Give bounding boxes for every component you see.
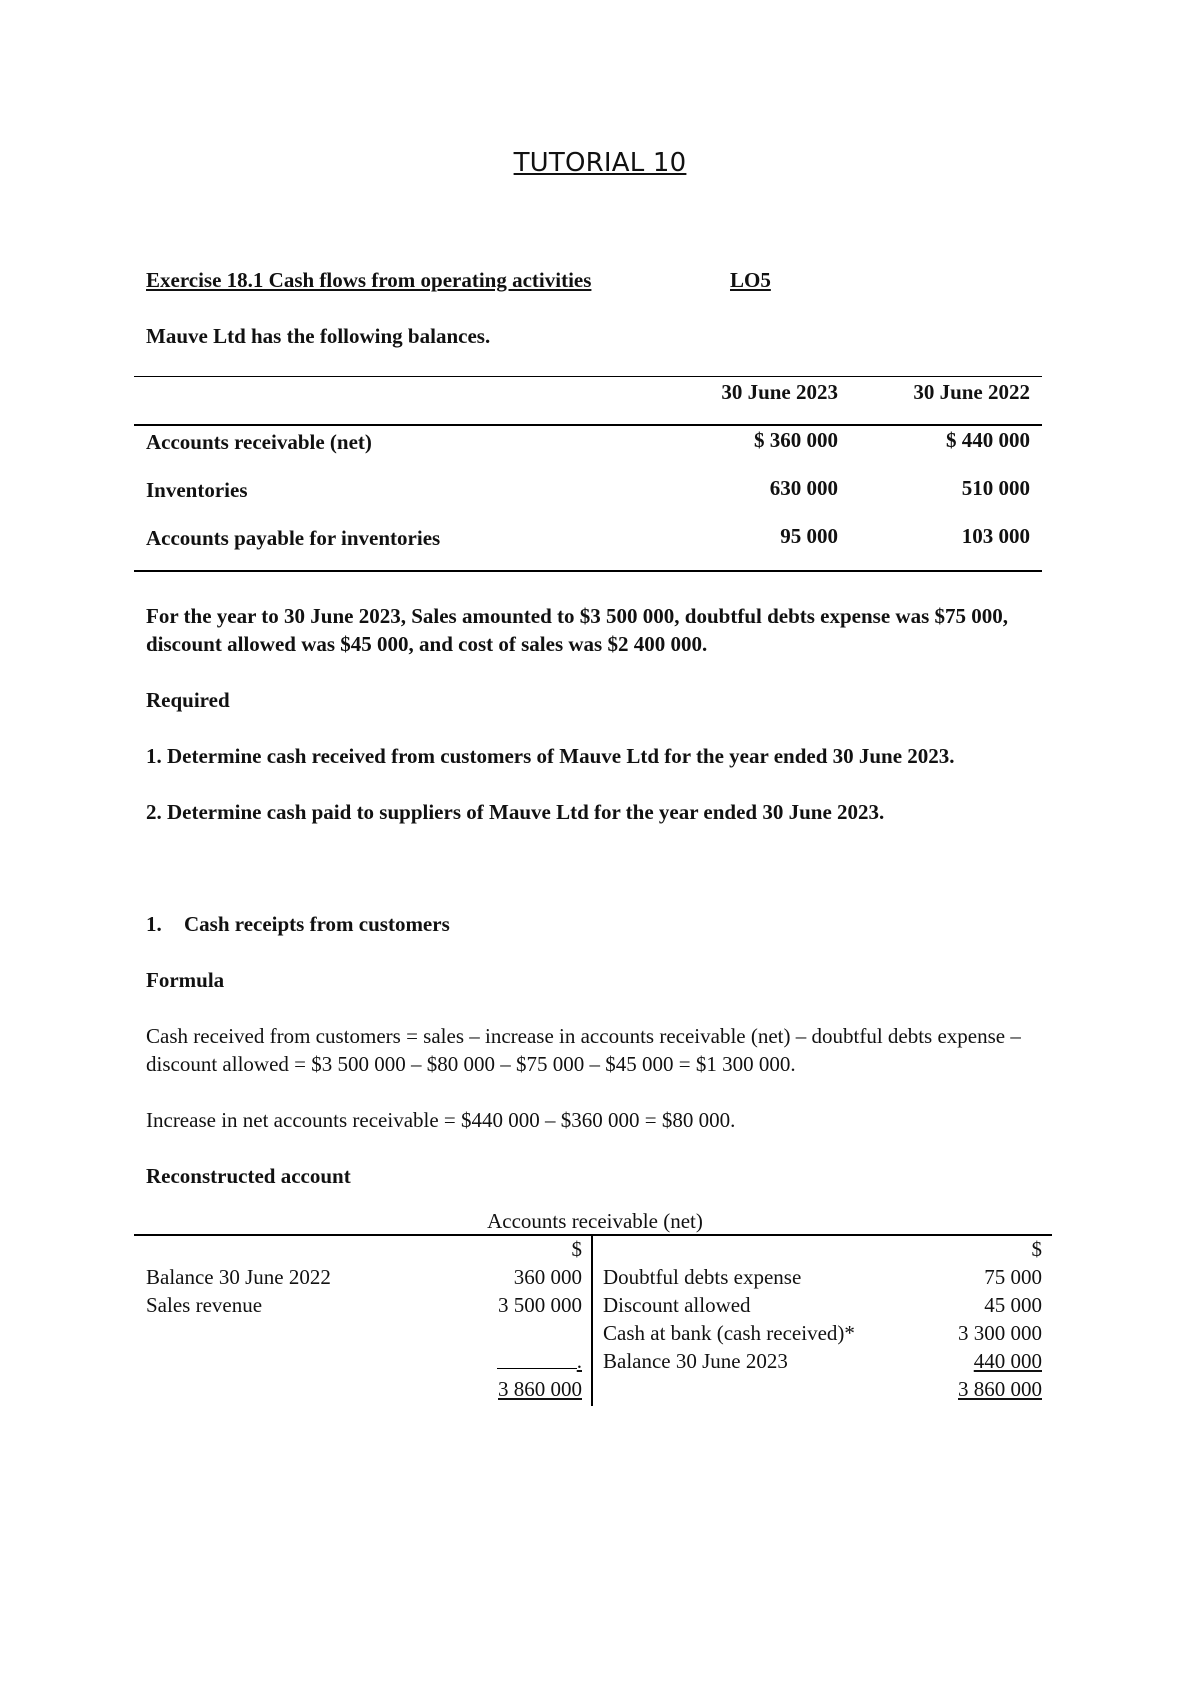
t-left-filler-dot: . <box>576 1349 582 1373</box>
t-right-amount: 45 000 <box>984 1293 1042 1317</box>
t-left-filler <box>494 1348 582 1374</box>
col-header-2022: 30 June 2022 <box>913 380 1030 404</box>
table-row-label: Inventories <box>146 478 248 502</box>
t-left-amount: 3 500 000 <box>498 1293 582 1317</box>
exercise-heading: Exercise 18.1 Cash flows from operating activities <box>146 268 592 292</box>
table-cell: 630 000 <box>769 476 838 500</box>
t-right-label: Balance 30 June 2023 <box>603 1349 788 1373</box>
currency-label-left: $ <box>571 1237 582 1261</box>
table-bottom-rule <box>134 570 1042 572</box>
learning-outcome: LO5 <box>730 268 771 292</box>
t-right-amount: 440 000 <box>973 1349 1042 1373</box>
t-right-label: Doubtful debts expense <box>603 1265 802 1289</box>
section-number: 1. <box>146 912 162 936</box>
t-left-label: Sales revenue <box>146 1293 263 1317</box>
table-cell: 103 000 <box>961 524 1030 548</box>
increase-text: Increase in net accounts receivable = $440 000 – $360 000 = $80 000. <box>146 1108 736 1132</box>
page-title: TUTORIAL 10 <box>513 148 687 178</box>
t-left-label: Balance 30 June 2022 <box>146 1265 331 1289</box>
t-account-divider <box>591 1236 593 1406</box>
t-account-title: Accounts receivable (net) <box>487 1209 703 1233</box>
t-left-total: 3 860 000 <box>498 1377 582 1401</box>
table-cell: $ 360 000 <box>754 428 838 452</box>
requirement-1: 1. Determine cash received from customers of Mauve Ltd for the year ended 30 June 2023. <box>146 744 955 768</box>
section-title: Cash receipts from customers <box>184 912 450 936</box>
table-cell: $ 440 000 <box>946 428 1030 452</box>
required-heading: Required <box>146 688 230 712</box>
t-right-total: 3 860 000 <box>958 1377 1042 1401</box>
reconstructed-heading: Reconstructed account <box>146 1164 351 1188</box>
table-cell: 510 000 <box>961 476 1030 500</box>
currency-label-right: $ <box>1031 1237 1042 1261</box>
table-row-label: Accounts receivable (net) <box>146 430 372 454</box>
t-right-amount: 3 300 000 <box>958 1321 1042 1345</box>
col-header-2023: 30 June 2023 <box>721 380 838 404</box>
t-left-amount: 360 000 <box>513 1265 582 1289</box>
t-right-label: Discount allowed <box>603 1293 751 1317</box>
t-right-amount: 75 000 <box>984 1265 1042 1289</box>
table-header-rule <box>134 424 1042 426</box>
requirement-2: 2. Determine cash paid to suppliers of Mauve Ltd for the year ended 30 June 2023. <box>146 800 885 824</box>
table-top-rule <box>134 376 1042 377</box>
formula-text: Cash received from customers = sales – increase in accounts receivable (net) – doubtful debts expense – discount allowed = $3 500 000 – $80 000 – $75 000 – $45 000 = $1 300 000. <box>146 1024 1021 1076</box>
t-right-label: Cash at bank (cash received)* <box>603 1321 855 1345</box>
table-row-label: Accounts payable for inventories <box>146 526 441 550</box>
formula-heading: Formula <box>146 968 225 992</box>
year-info-paragraph: For the year to 30 June 2023, Sales amounted to $3 500 000, doubtful debts expense was $75 000, discount allowed was $45 000, and cost of sales was $2 400 000. <box>146 604 1009 656</box>
table-cell: 95 000 <box>780 524 838 548</box>
exercise-intro: Mauve Ltd has the following balances. <box>146 324 491 348</box>
